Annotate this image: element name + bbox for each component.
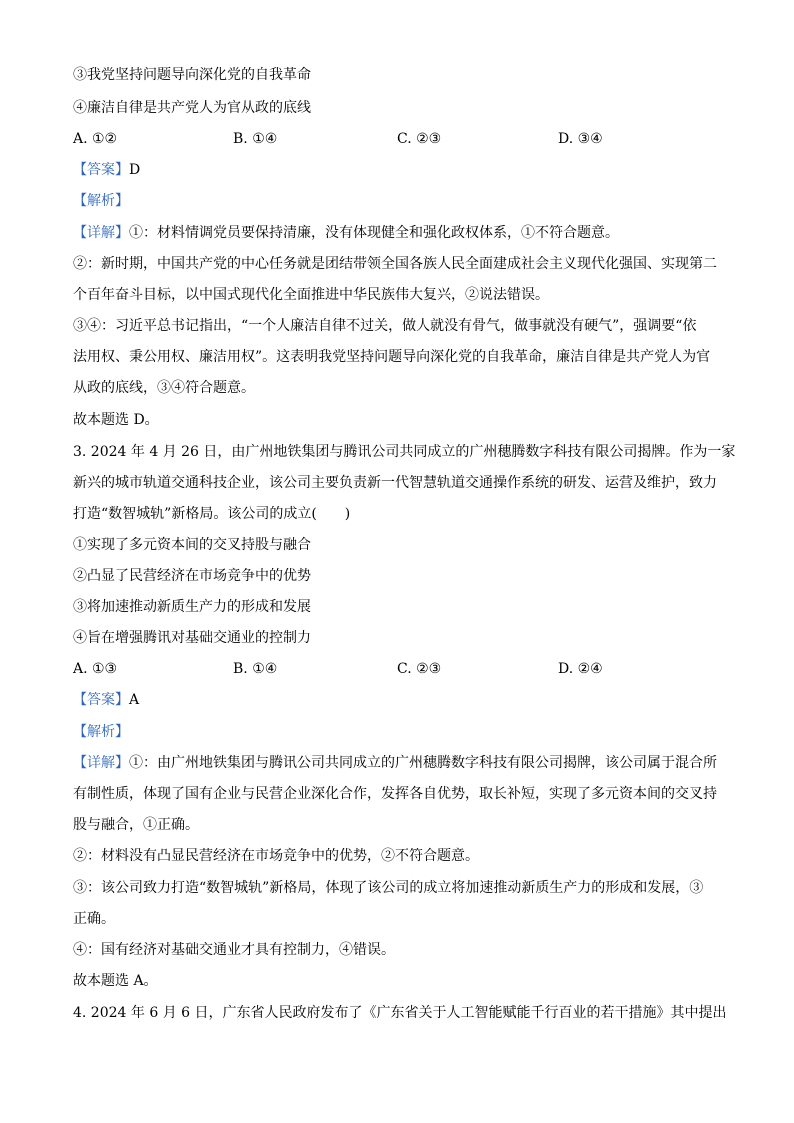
q2-option-a: A. ①②: [73, 131, 118, 147]
q3-statement-2: ②凸显了民营经济在市场竞争中的优势: [73, 568, 311, 584]
q2-analysis-label: 【解析】: [73, 193, 129, 209]
q3-statement-4: ④旨在增强腾讯对基础交通业的控制力: [73, 630, 311, 646]
q3-option-b: B. ①④: [233, 661, 278, 677]
q2-detail-line-2: ②：新时期，中国共产党的中心任务就是团结带领全国各族人民全面建成社会主义现代化强国、实现第二: [73, 256, 717, 272]
q3-statement-3: ③将加速推动新质生产力的形成和发展: [73, 599, 311, 615]
q2-statement-4: ④廉洁自律是共产党人为官从政的底线: [73, 100, 311, 116]
q2-detail-line-4: ③④：习近平总书记指出，“一个人廉洁自律不过关，做人就没有骨气，做事就没有硬气”，强调要“依: [73, 318, 697, 334]
q3-detail-line-7: ④：国有经济对基础交通业才具有控制力，④错误。: [73, 942, 395, 958]
q2-option-c: C. ②③: [397, 131, 442, 147]
q3-analysis-label: 【解析】: [73, 724, 129, 740]
q2-answer: [73, 160, 723, 180]
q2-detail-line-5: 法用权、秉公用权、廉洁用权”。这表明我党坚持问题导向深化党的自我革命，廉洁自律是共产党人为官: [73, 349, 711, 365]
q2-detail-text-1: ①：材料情调党员要保持清廉，没有体现健全和强化政权体系，①不符合题意。: [129, 225, 619, 241]
q3-detail-line-2: 有制性质，体现了国有企业与民营企业深化合作，发挥各自优势，取长补短，实现了多元资本间的交叉持: [73, 786, 717, 802]
q3-answer-tag: 【答案】: [73, 692, 129, 708]
q3-answer: [73, 690, 723, 710]
q2-detail-line-1: [73, 223, 723, 243]
q3-answer-value: A: [129, 692, 140, 708]
q3-option-c: C. ②③: [397, 661, 442, 677]
q3-detail-text-1: ①：由广州地铁集团与腾讯公司共同成立的广州穗腾数字科技有限公司揭牌，该公司属于混合所: [129, 755, 717, 771]
q3-detail-line-1: [73, 753, 723, 773]
q3-stem-line-1: 3. 2024 年 4 月 26 日，由广州地铁集团与腾讯公司共同成立的广州穗腾数字科技有限公司揭牌。作为一家: [73, 444, 736, 460]
q3-option-a: A. ①③: [73, 661, 118, 677]
q3-detail-line-3: 股与融合，①正确。: [73, 817, 199, 833]
q3-detail-line-6: 正确。: [73, 911, 115, 927]
q3-detail-line-5: ③：该公司致力打造“数智城轨”新格局，体现了该公司的成立将加速推动新质生产力的形成和发展，③: [73, 880, 704, 896]
q2-detail-line-6: 从政的底线，③④符合题意。: [73, 380, 255, 396]
q3-stem-line-2: 新兴的城市轨道交通科技企业，该公司主要负责新一代智慧轨道交通操作系统的研发、运营及维护，致力: [73, 475, 717, 491]
q2-detail-tag: 【详解】: [73, 225, 129, 241]
q3-option-d: D. ②④: [558, 661, 603, 677]
q3-analysis-tag: [73, 722, 723, 742]
q3-options: [73, 659, 723, 679]
q3-stem-line-3: 打造“数智城轨”新格局。该公司的成立( ): [73, 506, 351, 522]
q2-statement-3: ③我党坚持问题导向深化党的自我革命: [73, 67, 311, 83]
q2-option-b: B. ①④: [233, 131, 278, 147]
q2-answer-tag: 【答案】: [73, 162, 129, 178]
q2-analysis-tag: [73, 191, 723, 211]
q4-stem-line-1: 4. 2024 年 6 月 6 日，广东省人民政府发布了《广东省关于人工智能赋能千行百业的若干措施》其中提出: [73, 1005, 727, 1021]
q2-options: [73, 129, 723, 149]
q2-answer-value: D: [129, 162, 141, 178]
q2-option-d: D. ③④: [558, 131, 603, 147]
q3-detail-line-4: ②：材料没有凸显民营经济在市场竞争中的优势，②不符合题意。: [73, 848, 479, 864]
q3-detail-tag: 【详解】: [73, 755, 129, 771]
q2-conclusion: 故本题选 D。: [73, 412, 159, 428]
q3-statement-1: ①实现了多元资本间的交叉持股与融合: [73, 537, 311, 553]
q2-detail-line-3: 个百年奋斗目标，以中国式现代化全面推进中华民族伟大复兴，②说法错误。: [73, 287, 549, 303]
q3-conclusion: 故本题选 A。: [73, 973, 158, 989]
